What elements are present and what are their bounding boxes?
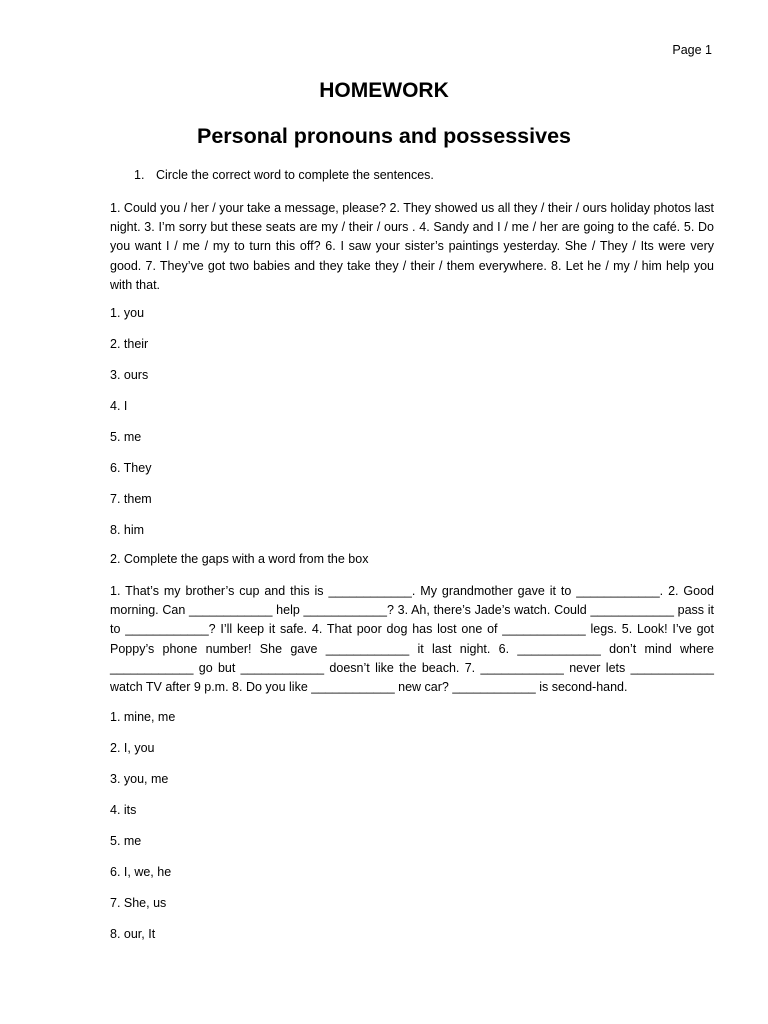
page-title: Personal pronouns and possessives [197, 124, 571, 148]
exercise-1-sentences: 1. Could you / her / your take a message, please? 2. They showed us all they / their / ours holiday photos last night. 3. I’m sorry but these seats are my / their / ours . 4. Sandy and I / me / her are going to the café. 5. Do you want I / me / my to turn this off? 6. I saw your sister’s paintings yesterday. She / They / Its were very good. 7. They’ve got two babies and they take they / their / them everywhere. 8. Let he / my / him help you with that. [110, 201, 714, 292]
exercise-1-instruction-text: Circle the correct word to complete the sentences. [156, 168, 434, 182]
list-item: 2. I, you [110, 741, 155, 755]
list-item: 6. I, we, he [110, 865, 172, 879]
list-item: 3. you, me [110, 772, 169, 786]
exercise-1-answer-list [110, 304, 152, 552]
exercise-2-answer-list [110, 708, 175, 956]
list-item: 3. ours [110, 368, 149, 382]
exercise-2-sentences: 1. That’s my brother’s cup and this is ____________. My grandmother gave it to ____________. 2. Good morning. Can ____________ help ____________? 3. Ah, there’s Jade’s watch. Could ____________ pass it to ____________? I’ll keep it safe. 4. That poor dog has lost one of ____________ legs. 5. Look! I’ve got Poppy’s phone number! She gave ____________ it last night. 6. ____________ don’t mind where ____________ go but ____________ doesn’t like the beach. 7. ____________ never lets ____________ watch TV after 9 p.m. 8. Do you like ____________ new car? ____________ is second-hand. [110, 584, 714, 695]
list-item: 8. our, It [110, 927, 156, 941]
list-item: 5. me [110, 430, 142, 444]
list-item: 1. mine, me [110, 710, 176, 724]
list-item: 6. They [110, 461, 152, 475]
list-item: 7. She, us [110, 896, 167, 910]
list-item: 8. him [110, 523, 145, 537]
list-item: 5. me [110, 834, 142, 848]
exercise-1-number: 1. [134, 168, 145, 182]
exercise-1-instruction [134, 168, 434, 182]
list-item: 4. its [110, 803, 137, 817]
page-number: Page 1 [672, 43, 712, 57]
list-item: 7. them [110, 492, 152, 506]
list-item: 4. I [110, 399, 128, 413]
exercise-2-instruction: 2. Complete the gaps with a word from the box [110, 552, 369, 566]
list-item: 2. their [110, 337, 149, 351]
list-item: 1. you [110, 306, 145, 320]
homework-heading: HOMEWORK [319, 79, 449, 102]
